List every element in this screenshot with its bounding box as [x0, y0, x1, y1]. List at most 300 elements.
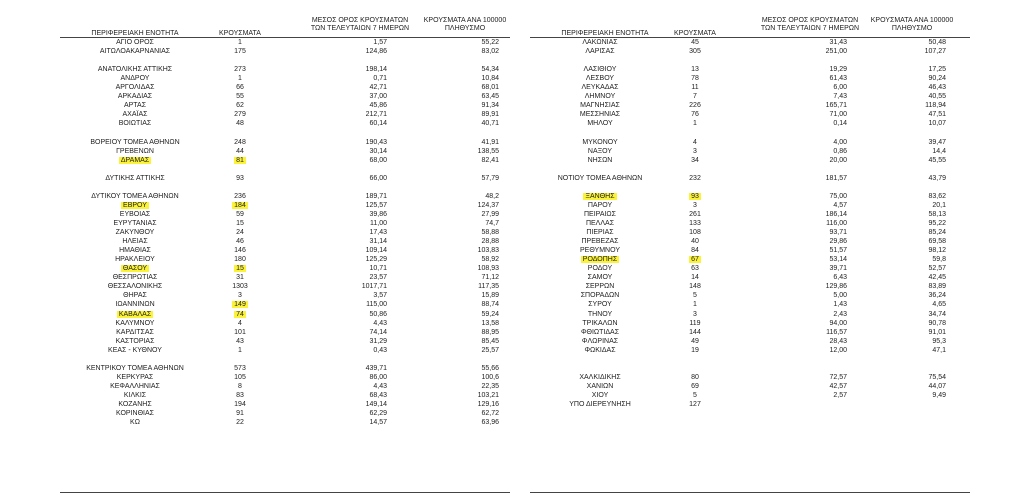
rate-per-100k-value: [410, 120, 499, 128]
region-name: [530, 256, 670, 264]
avg-7day-value-text: 28,43: [829, 338, 847, 345]
region-name-text: ΛΑΚΩΝΙΑΣ: [582, 39, 618, 46]
cases-value: [660, 39, 730, 47]
avg-7day-value: [760, 274, 847, 282]
region-name: [530, 265, 670, 273]
rate-per-100k-value-text: 59,24: [481, 311, 499, 318]
rate-per-100k-value-text: 138,55: [477, 148, 499, 155]
cases-value-text: 19: [691, 347, 699, 354]
rate-per-100k-value-text: 54,34: [481, 66, 499, 73]
rate-per-100k-value-text: 42,45: [928, 274, 946, 281]
rate-per-100k-value: [860, 211, 946, 219]
region-name: [530, 374, 670, 382]
rate-per-100k-value: [860, 374, 946, 382]
rate-per-100k-value: [410, 329, 499, 337]
rate-per-100k-value: [410, 220, 499, 228]
rate-per-100k-value-text: 83,62: [928, 193, 946, 200]
cases-value: [205, 84, 275, 92]
right-header-avg-line2: ΤΩΝ ΤΕΛΕΥΤΑΙΩΝ 7 ΗΜΕΡΩΝ: [760, 25, 860, 32]
region-name-text: ΒΟΡΕΙΟΥ ΤΟΜΕΑ ΑΘΗΝΩΝ: [90, 139, 180, 146]
rate-per-100k-value: [860, 392, 946, 400]
rate-per-100k-value: [410, 75, 499, 83]
cases-value-text: 93: [691, 193, 699, 200]
avg-7day-value-text: 20,00: [829, 157, 847, 164]
right-header-rule: [530, 37, 970, 38]
cases-value-text: 24: [236, 229, 244, 236]
region-name: [70, 365, 200, 373]
cases-value: [660, 48, 730, 56]
cases-value-text: 3: [693, 202, 697, 209]
left-header-rate-line2: ΠΛΗΘΥΣΜΟ: [444, 25, 486, 32]
avg-7day-value: [300, 238, 387, 246]
rate-per-100k-value-text: 71,12: [481, 274, 499, 281]
rate-per-100k-value-text: 43,79: [928, 175, 946, 182]
rate-per-100k-value: [860, 401, 946, 409]
region-name-text: ΛΕΣΒΟΥ: [585, 75, 615, 82]
rate-per-100k-value: [860, 311, 946, 319]
cases-value-text: 1: [238, 75, 242, 82]
region-name-text: ΧΑΛΚΙΔΙΚΗΣ: [579, 374, 621, 381]
region-name-text: ΖΑΚΥΝΘΟΥ: [115, 229, 155, 236]
avg-7day-value-text: 42,71: [369, 84, 387, 91]
avg-7day-value: [300, 256, 387, 264]
avg-7day-value-text: 116,57: [826, 329, 847, 336]
cases-value-text: 59: [236, 211, 244, 218]
region-name: [70, 102, 200, 110]
left-header-avg-line1: ΜΕΣΟΣ ΟΡΟΣ ΚΡΟΥΣΜΑΤΩΝ: [311, 17, 409, 24]
rate-per-100k-value: [860, 229, 946, 237]
region-name: [530, 401, 670, 409]
cases-value-text: 31: [236, 274, 244, 281]
avg-7day-value: [760, 401, 847, 409]
cases-value: [205, 320, 275, 328]
rate-per-100k-value-text: 82,41: [481, 157, 499, 164]
cases-value-text: 1: [238, 39, 242, 46]
region-name: [530, 84, 670, 92]
avg-7day-value: [760, 39, 847, 47]
avg-7day-value: [300, 401, 387, 409]
cases-value-text: 108: [689, 229, 701, 236]
rate-per-100k-value-text: 83,02: [481, 48, 499, 55]
region-name-text: ΚΕΝΤΡΙΚΟΥ ΤΟΜΕΑ ΑΘΗΝΩΝ: [86, 365, 184, 372]
rate-per-100k-value: [860, 102, 946, 110]
cases-value-text: 184: [234, 202, 246, 209]
avg-7day-value: [760, 392, 847, 400]
rate-per-100k-value-text: 39,47: [928, 139, 946, 146]
cases-value-text: 40: [691, 238, 699, 245]
avg-7day-value: [760, 193, 847, 201]
cases-value-text: 4: [238, 320, 242, 327]
avg-7day-value-text: 53,14: [829, 256, 847, 263]
rate-per-100k-value-text: 58,88: [481, 229, 499, 236]
rate-per-100k-value-text: 34,74: [928, 311, 946, 318]
cases-value: [205, 211, 275, 219]
cases-value: [660, 193, 730, 201]
right-header-rate-line2: ΠΛΗΘΥΣΜΟ: [891, 25, 933, 32]
region-name-text: ΜΗΛΟΥ: [587, 120, 613, 127]
avg-7day-value-text: 74,14: [369, 329, 387, 336]
region-name: [70, 265, 200, 273]
cases-value-text: 67: [691, 256, 699, 263]
cases-value-text: 44: [236, 148, 244, 155]
rate-per-100k-value: [410, 265, 499, 273]
avg-7day-value: [760, 157, 847, 165]
region-name: [70, 301, 200, 309]
region-name-text: ΑΡΚΑΔΙΑΣ: [117, 93, 153, 100]
avg-7day-value-text: 39,71: [829, 265, 847, 272]
rate-per-100k-value: [860, 48, 946, 56]
cases-value-text: 93: [236, 175, 244, 182]
avg-7day-value-text: 115,00: [366, 301, 387, 308]
avg-7day-value: [300, 66, 387, 74]
rate-per-100k-value: [410, 283, 499, 291]
rate-per-100k-value-text: 48,2: [485, 193, 499, 200]
avg-7day-value: [760, 84, 847, 92]
cases-value-text: 226: [689, 102, 701, 109]
region-name-text: ΝΑΞΟΥ: [587, 148, 613, 155]
avg-7day-value: [300, 202, 387, 210]
cases-value-text: 149: [234, 301, 246, 308]
avg-7day-value: [300, 157, 387, 165]
rate-per-100k-value-text: 4,65: [932, 301, 946, 308]
avg-7day-value: [300, 75, 387, 83]
avg-7day-value: [300, 329, 387, 337]
rate-per-100k-value-text: 90,24: [928, 75, 946, 82]
region-name: [530, 102, 670, 110]
region-name: [530, 211, 670, 219]
cases-value-text: 5: [693, 292, 697, 299]
avg-7day-value: [760, 148, 847, 156]
rate-per-100k-value-text: 57,79: [481, 175, 499, 182]
rate-per-100k-value-text: 20,1: [932, 202, 946, 209]
region-name: [70, 347, 200, 355]
avg-7day-value-text: 93,71: [829, 229, 847, 236]
rate-per-100k-value-text: 44,07: [928, 383, 946, 390]
cases-value-text: 4: [693, 139, 697, 146]
rate-per-100k-value: [860, 292, 946, 300]
rate-per-100k-value: [410, 229, 499, 237]
rate-per-100k-value-text: 88,95: [481, 329, 499, 336]
cases-value: [660, 329, 730, 337]
avg-7day-value-text: 7,43: [833, 93, 847, 100]
region-name: [70, 329, 200, 337]
avg-7day-value: [760, 311, 847, 319]
cases-value-text: 1: [693, 120, 697, 127]
cases-value: [660, 211, 730, 219]
region-name-text: ΠΕΙΡΑΙΩΣ: [584, 211, 616, 218]
region-name-text: ΠΑΡΟΥ: [587, 202, 613, 209]
cases-value: [660, 157, 730, 165]
avg-7day-value-text: 129,86: [825, 283, 847, 290]
cases-value: [205, 93, 275, 101]
rate-per-100k-value-text: 103,83: [477, 247, 499, 254]
avg-7day-value: [760, 329, 847, 337]
cases-value: [660, 374, 730, 382]
region-name-text: ΦΘΙΩΤΙΔΑΣ: [580, 329, 620, 336]
rate-per-100k-value-text: 28,88: [481, 238, 499, 245]
cases-value: [660, 139, 730, 147]
cases-value: [205, 202, 275, 210]
rate-per-100k-value-text: 91,34: [481, 102, 499, 109]
rate-per-100k-value-text: 17,25: [928, 66, 946, 73]
cases-value: [660, 311, 730, 319]
avg-7day-value: [760, 175, 847, 183]
avg-7day-value: [300, 338, 387, 346]
region-name: [70, 392, 200, 400]
cases-value-text: 81: [236, 157, 244, 164]
cases-value: [660, 274, 730, 282]
avg-7day-value-text: 109,14: [365, 247, 387, 254]
rate-per-100k-value: [410, 419, 499, 427]
avg-7day-value-text: 75,00: [829, 193, 847, 200]
rate-per-100k-value-text: 124,37: [477, 202, 499, 209]
rate-per-100k-value: [410, 148, 499, 156]
rate-per-100k-value-text: 55,66: [481, 365, 499, 372]
region-name: [530, 66, 670, 74]
avg-7day-value-text: 1017,71: [361, 283, 387, 290]
cases-value: [205, 102, 275, 110]
region-name-text: ΜΕΣΣΗΝΙΑΣ: [579, 111, 621, 118]
rate-per-100k-value-text: 46,43: [928, 84, 946, 91]
cases-value: [660, 338, 730, 346]
rate-per-100k-value: [410, 401, 499, 409]
rate-per-100k-value-text: 40,55: [928, 93, 946, 100]
cases-value-text: 84: [691, 247, 699, 254]
cases-value-text: 1303: [232, 283, 248, 290]
rate-per-100k-value-text: 58,13: [928, 211, 946, 218]
cases-value: [205, 175, 275, 183]
region-name-text: ΥΠΟ ΔΙΕΡΕΥΝΗΣΗ: [569, 401, 631, 408]
avg-7day-value-text: 124,86: [365, 48, 387, 55]
avg-7day-value-text: 30,14: [369, 148, 387, 155]
region-name: [530, 111, 670, 119]
cases-value: [660, 111, 730, 119]
region-name-text: ΣΠΟΡΑΔΩΝ: [580, 292, 620, 299]
avg-7day-value-text: 60,14: [369, 120, 387, 127]
region-name: [70, 193, 200, 201]
rate-per-100k-value-text: 85,24: [928, 229, 946, 236]
avg-7day-value: [760, 256, 847, 264]
region-name-text: ΗΜΑΘΙΑΣ: [119, 247, 151, 254]
avg-7day-value-text: 251,00: [825, 48, 847, 55]
avg-7day-value: [300, 139, 387, 147]
avg-7day-value-text: 45,86: [369, 102, 387, 109]
rate-per-100k-value-text: 9,49: [932, 392, 946, 399]
cases-value-text: 74: [236, 311, 244, 318]
avg-7day-value-text: 50,86: [369, 311, 387, 318]
region-name-text: ΠΙΕΡΙΑΣ: [586, 229, 614, 236]
avg-7day-value-text: 165,71: [825, 102, 847, 109]
cases-value: [205, 157, 275, 165]
cases-value: [205, 48, 275, 56]
region-name-text: ΘΕΣΣΑΛΟΝΙΚΗΣ: [107, 283, 163, 290]
rate-per-100k-value: [410, 211, 499, 219]
avg-7day-value-text: 0,86: [833, 148, 847, 155]
avg-7day-value-text: 29,86: [829, 238, 847, 245]
avg-7day-value-text: 31,43: [829, 39, 847, 46]
cases-value-text: 3: [693, 148, 697, 155]
avg-7day-value-text: 4,43: [373, 383, 387, 390]
avg-7day-value-text: 62,29: [369, 410, 387, 417]
cases-value: [660, 265, 730, 273]
cases-value-text: 133: [689, 220, 701, 227]
avg-7day-value: [300, 265, 387, 273]
cases-value: [205, 247, 275, 255]
region-name-text: ΗΛΕΙΑΣ: [122, 238, 148, 245]
cases-value-text: 46: [236, 238, 244, 245]
right-header-region: ΠΕΡΙΦΕΡΕΙΑΚΗ ΕΝΟΤΗΤΑ: [561, 30, 649, 37]
avg-7day-value-text: 181,57: [825, 175, 847, 182]
avg-7day-value: [760, 211, 847, 219]
avg-7day-value: [300, 111, 387, 119]
avg-7day-value: [300, 175, 387, 183]
cases-value: [660, 148, 730, 156]
rate-per-100k-value: [410, 274, 499, 282]
avg-7day-value-text: 6,00: [833, 84, 847, 91]
rate-per-100k-value: [410, 301, 499, 309]
rate-per-100k-value-text: 68,01: [481, 84, 499, 91]
avg-7day-value-text: 68,43: [369, 392, 387, 399]
cases-value-text: 45: [691, 39, 699, 46]
cases-value-text: 1: [238, 347, 242, 354]
rate-per-100k-value: [860, 39, 946, 47]
rate-per-100k-value-text: 45,55: [928, 157, 946, 164]
cases-value: [205, 292, 275, 300]
cases-value: [205, 347, 275, 355]
cases-value: [205, 338, 275, 346]
cases-value: [205, 75, 275, 83]
cases-value-text: 232: [689, 175, 701, 182]
rate-per-100k-value: [410, 338, 499, 346]
rate-per-100k-value: [860, 347, 946, 355]
cases-value: [205, 419, 275, 427]
cases-value: [660, 220, 730, 228]
rate-per-100k-value: [860, 202, 946, 210]
region-name-text: ΚΩ: [130, 419, 140, 426]
rate-per-100k-value-text: 63,45: [481, 93, 499, 100]
region-name: [530, 175, 670, 183]
rate-per-100k-value: [410, 410, 499, 418]
rate-per-100k-value: [860, 383, 946, 391]
region-name: [530, 238, 670, 246]
rate-per-100k-value-text: 100,6: [481, 374, 499, 381]
rate-per-100k-value-text: 89,91: [481, 111, 499, 118]
rate-per-100k-value: [410, 175, 499, 183]
region-name: [530, 301, 670, 309]
region-name: [70, 247, 200, 255]
avg-7day-value: [760, 238, 847, 246]
cases-value: [205, 283, 275, 291]
avg-7day-value: [300, 392, 387, 400]
region-name-text: ΘΗΡΑΣ: [123, 292, 147, 299]
avg-7day-value: [300, 320, 387, 328]
region-name-text: ΚΑΡΔΙΤΣΑΣ: [116, 329, 154, 336]
avg-7day-value: [300, 311, 387, 319]
region-name: [70, 66, 200, 74]
rate-per-100k-value-text: 14,4: [932, 148, 946, 155]
avg-7day-value: [300, 148, 387, 156]
cases-value: [660, 392, 730, 400]
cases-value: [660, 175, 730, 183]
avg-7day-value-text: 0,43: [373, 347, 387, 354]
region-name-text: ΚΕΦΑΛΛΗΝΙΑΣ: [110, 383, 160, 390]
cases-value: [660, 320, 730, 328]
rate-per-100k-value-text: 55,22: [481, 39, 499, 46]
rate-per-100k-value-text: 62,72: [481, 410, 499, 417]
region-name: [70, 84, 200, 92]
avg-7day-value: [760, 347, 847, 355]
region-name-text: ΤΡΙΚΑΛΩΝ: [582, 320, 618, 327]
rate-per-100k-value: [860, 329, 946, 337]
avg-7day-value-text: 190,43: [365, 139, 387, 146]
cases-value: [205, 193, 275, 201]
cases-value: [660, 292, 730, 300]
region-name: [70, 419, 200, 427]
rate-per-100k-value-text: 103,21: [477, 392, 499, 399]
rate-per-100k-value: [410, 320, 499, 328]
cases-value-text: 5: [693, 392, 697, 399]
rate-per-100k-value-text: 95,22: [928, 220, 946, 227]
region-name-text: ΚΑΒΑΛΑΣ: [118, 311, 152, 318]
rate-per-100k-value-text: 47,51: [928, 111, 946, 118]
cases-value: [660, 247, 730, 255]
region-name: [70, 274, 200, 282]
rate-per-100k-value: [410, 383, 499, 391]
region-name: [530, 392, 670, 400]
region-name: [70, 75, 200, 83]
cases-value-text: 15: [236, 220, 244, 227]
region-name-text: ΦΛΩΡΙΝΑΣ: [581, 338, 619, 345]
avg-7day-value-text: 2,43: [833, 311, 847, 318]
rate-per-100k-value: [860, 274, 946, 282]
left-header-avg-line2: ΤΩΝ ΤΕΛΕΥΤΑΙΩΝ 7 ΗΜΕΡΩΝ: [310, 25, 410, 32]
region-name-text: ΒΟΙΩΤΙΑΣ: [118, 120, 152, 127]
region-name-text: ΕΒΡΟΥ: [123, 202, 147, 209]
avg-7day-value: [300, 93, 387, 101]
rate-per-100k-value: [410, 365, 499, 373]
region-name: [530, 75, 670, 83]
avg-7day-value: [760, 292, 847, 300]
right-bottom-rule: [530, 492, 970, 493]
avg-7day-value-text: 68,00: [369, 157, 387, 164]
cases-value: [660, 66, 730, 74]
avg-7day-value: [300, 220, 387, 228]
region-name-text: ΚΙΛΚΙΣ: [123, 392, 147, 399]
rate-per-100k-value: [860, 93, 946, 101]
cases-value: [660, 75, 730, 83]
region-name-text: ΑΡΤΑΣ: [123, 102, 147, 109]
region-name-text: ΣΥΡΟΥ: [588, 301, 612, 308]
avg-7day-value-text: 10,71: [369, 265, 387, 272]
cases-value-text: 144: [689, 329, 701, 336]
rate-per-100k-value-text: 27,99: [481, 211, 499, 218]
rate-per-100k-value: [860, 148, 946, 156]
avg-7day-value-text: 5,00: [833, 292, 847, 299]
avg-7day-value-text: 1,43: [833, 301, 847, 308]
region-name: [530, 383, 670, 391]
rate-per-100k-value-text: 50,48: [928, 39, 946, 46]
left-bottom-rule: [60, 492, 510, 493]
avg-7day-value-text: 31,29: [369, 338, 387, 345]
avg-7day-value-text: 6,43: [833, 274, 847, 281]
cases-value: [660, 120, 730, 128]
cases-value-text: 22: [236, 419, 244, 426]
region-name: [530, 48, 670, 56]
rate-per-100k-value: [860, 247, 946, 255]
region-name: [70, 111, 200, 119]
region-name-text: ΜΑΓΝΗΣΙΑΣ: [580, 102, 620, 109]
left-header-rule: [60, 37, 510, 38]
